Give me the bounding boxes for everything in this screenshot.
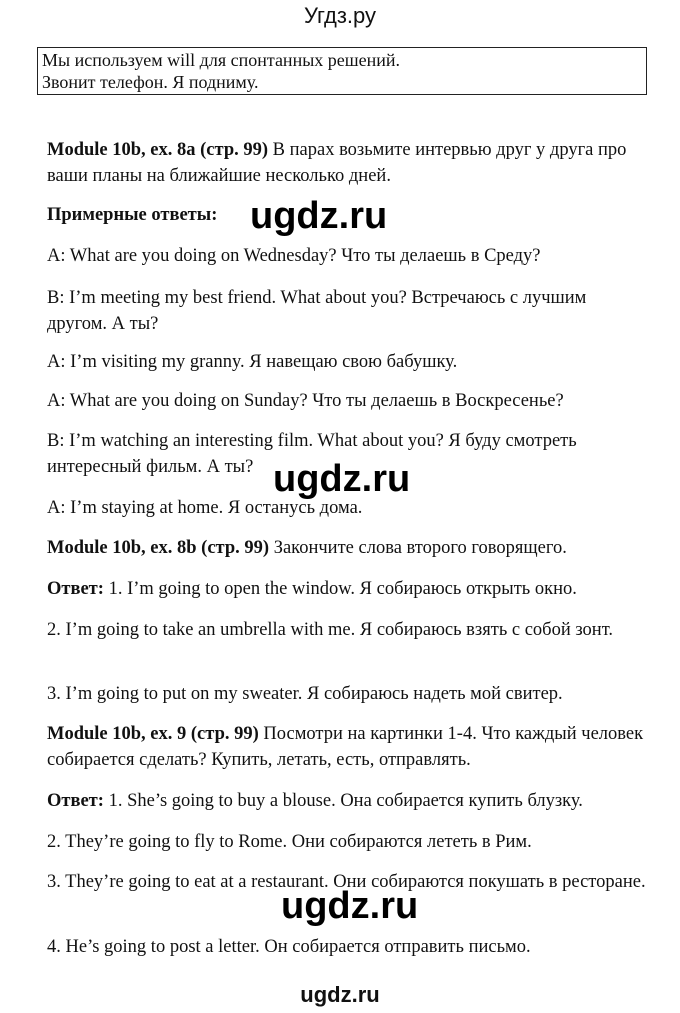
dialog-line: A: I’m visiting my granny. Я навещаю свою бабушку. <box>47 352 458 372</box>
answers-label: Примерные ответы: <box>47 205 218 225</box>
dialog-line: B: I’m meeting my best friend. What about you? Встречаюсь с лучшим другом. А ты? <box>47 288 587 334</box>
dialog-line: A: What are you doing on Wednesday? Что ты делаешь в Среду? <box>47 246 541 266</box>
dialog-line: A: What are you doing on Sunday? Что ты делаешь в Воскресенье? <box>47 391 564 411</box>
answer-label: Ответ: <box>47 791 104 811</box>
task-text: Посмотри на картинки 1-4. Что каждый человек собирается сделать? Купить, летать, есть, отправлять. <box>47 724 644 770</box>
task-8a-heading <box>47 137 647 189</box>
task-text: В парах возьмите интервью друг у друга про ваши планы на ближайшие несколько дней. <box>47 140 627 186</box>
answer-line: 3. They’re going to eat at a restaurant. Они собираются покушать в ресторане. <box>47 872 646 892</box>
task-label: Module 10b, ex. 8a (стр. 99) <box>47 140 269 160</box>
task-text: Закончите слова второго говорящего. <box>269 538 567 558</box>
rule-line: Звонит телефон. Я подниму. <box>42 72 259 92</box>
rule-line: Мы используем will для спонтанных решений. <box>42 50 401 70</box>
rule-box <box>37 47 647 95</box>
task-label: Module 10b, ex. 8b (стр. 99) <box>47 538 270 558</box>
dialog-line: A: I’m staying at home. Я останусь дома. <box>47 498 363 518</box>
site-header: Угдз.ру <box>303 3 377 28</box>
answer-text: 1. She’s going to buy a blouse. Она собирается купить блузку. <box>103 791 583 811</box>
answer-line: 2. They’re going to fly to Rome. Они собираются лететь в Рим. <box>47 832 532 852</box>
answer-line: 4. He’s going to post a letter. Он собирается отправить письмо. <box>47 937 531 957</box>
answer-label: Ответ: <box>47 579 104 599</box>
watermark: ugdz.ru <box>281 885 419 927</box>
answer-line <box>47 788 647 814</box>
watermark: ugdz.ru <box>250 195 388 237</box>
answer-line: 3. I’m going to put on my sweater. Я собираюсь надеть мой свитер. <box>47 684 563 704</box>
answer-line <box>47 576 647 602</box>
task-9-heading <box>47 721 647 773</box>
answer-text: 1. I’m going to open the window. Я собираюсь открыть окно. <box>103 579 577 599</box>
answer-line: 2. I’m going to take an umbrella with me. Я собираюсь взять с собой зонт. <box>47 620 614 640</box>
task-8b-heading <box>47 535 647 561</box>
watermark: ugdz.ru <box>273 458 411 500</box>
footer-watermark: ugdz.ru <box>300 982 380 1007</box>
dialog-line: B: I’m watching an interesting film. What about you? Я буду смотреть интересный фильм. А ты? <box>47 431 577 477</box>
task-label: Module 10b, ex. 9 (стр. 99) <box>47 724 259 744</box>
